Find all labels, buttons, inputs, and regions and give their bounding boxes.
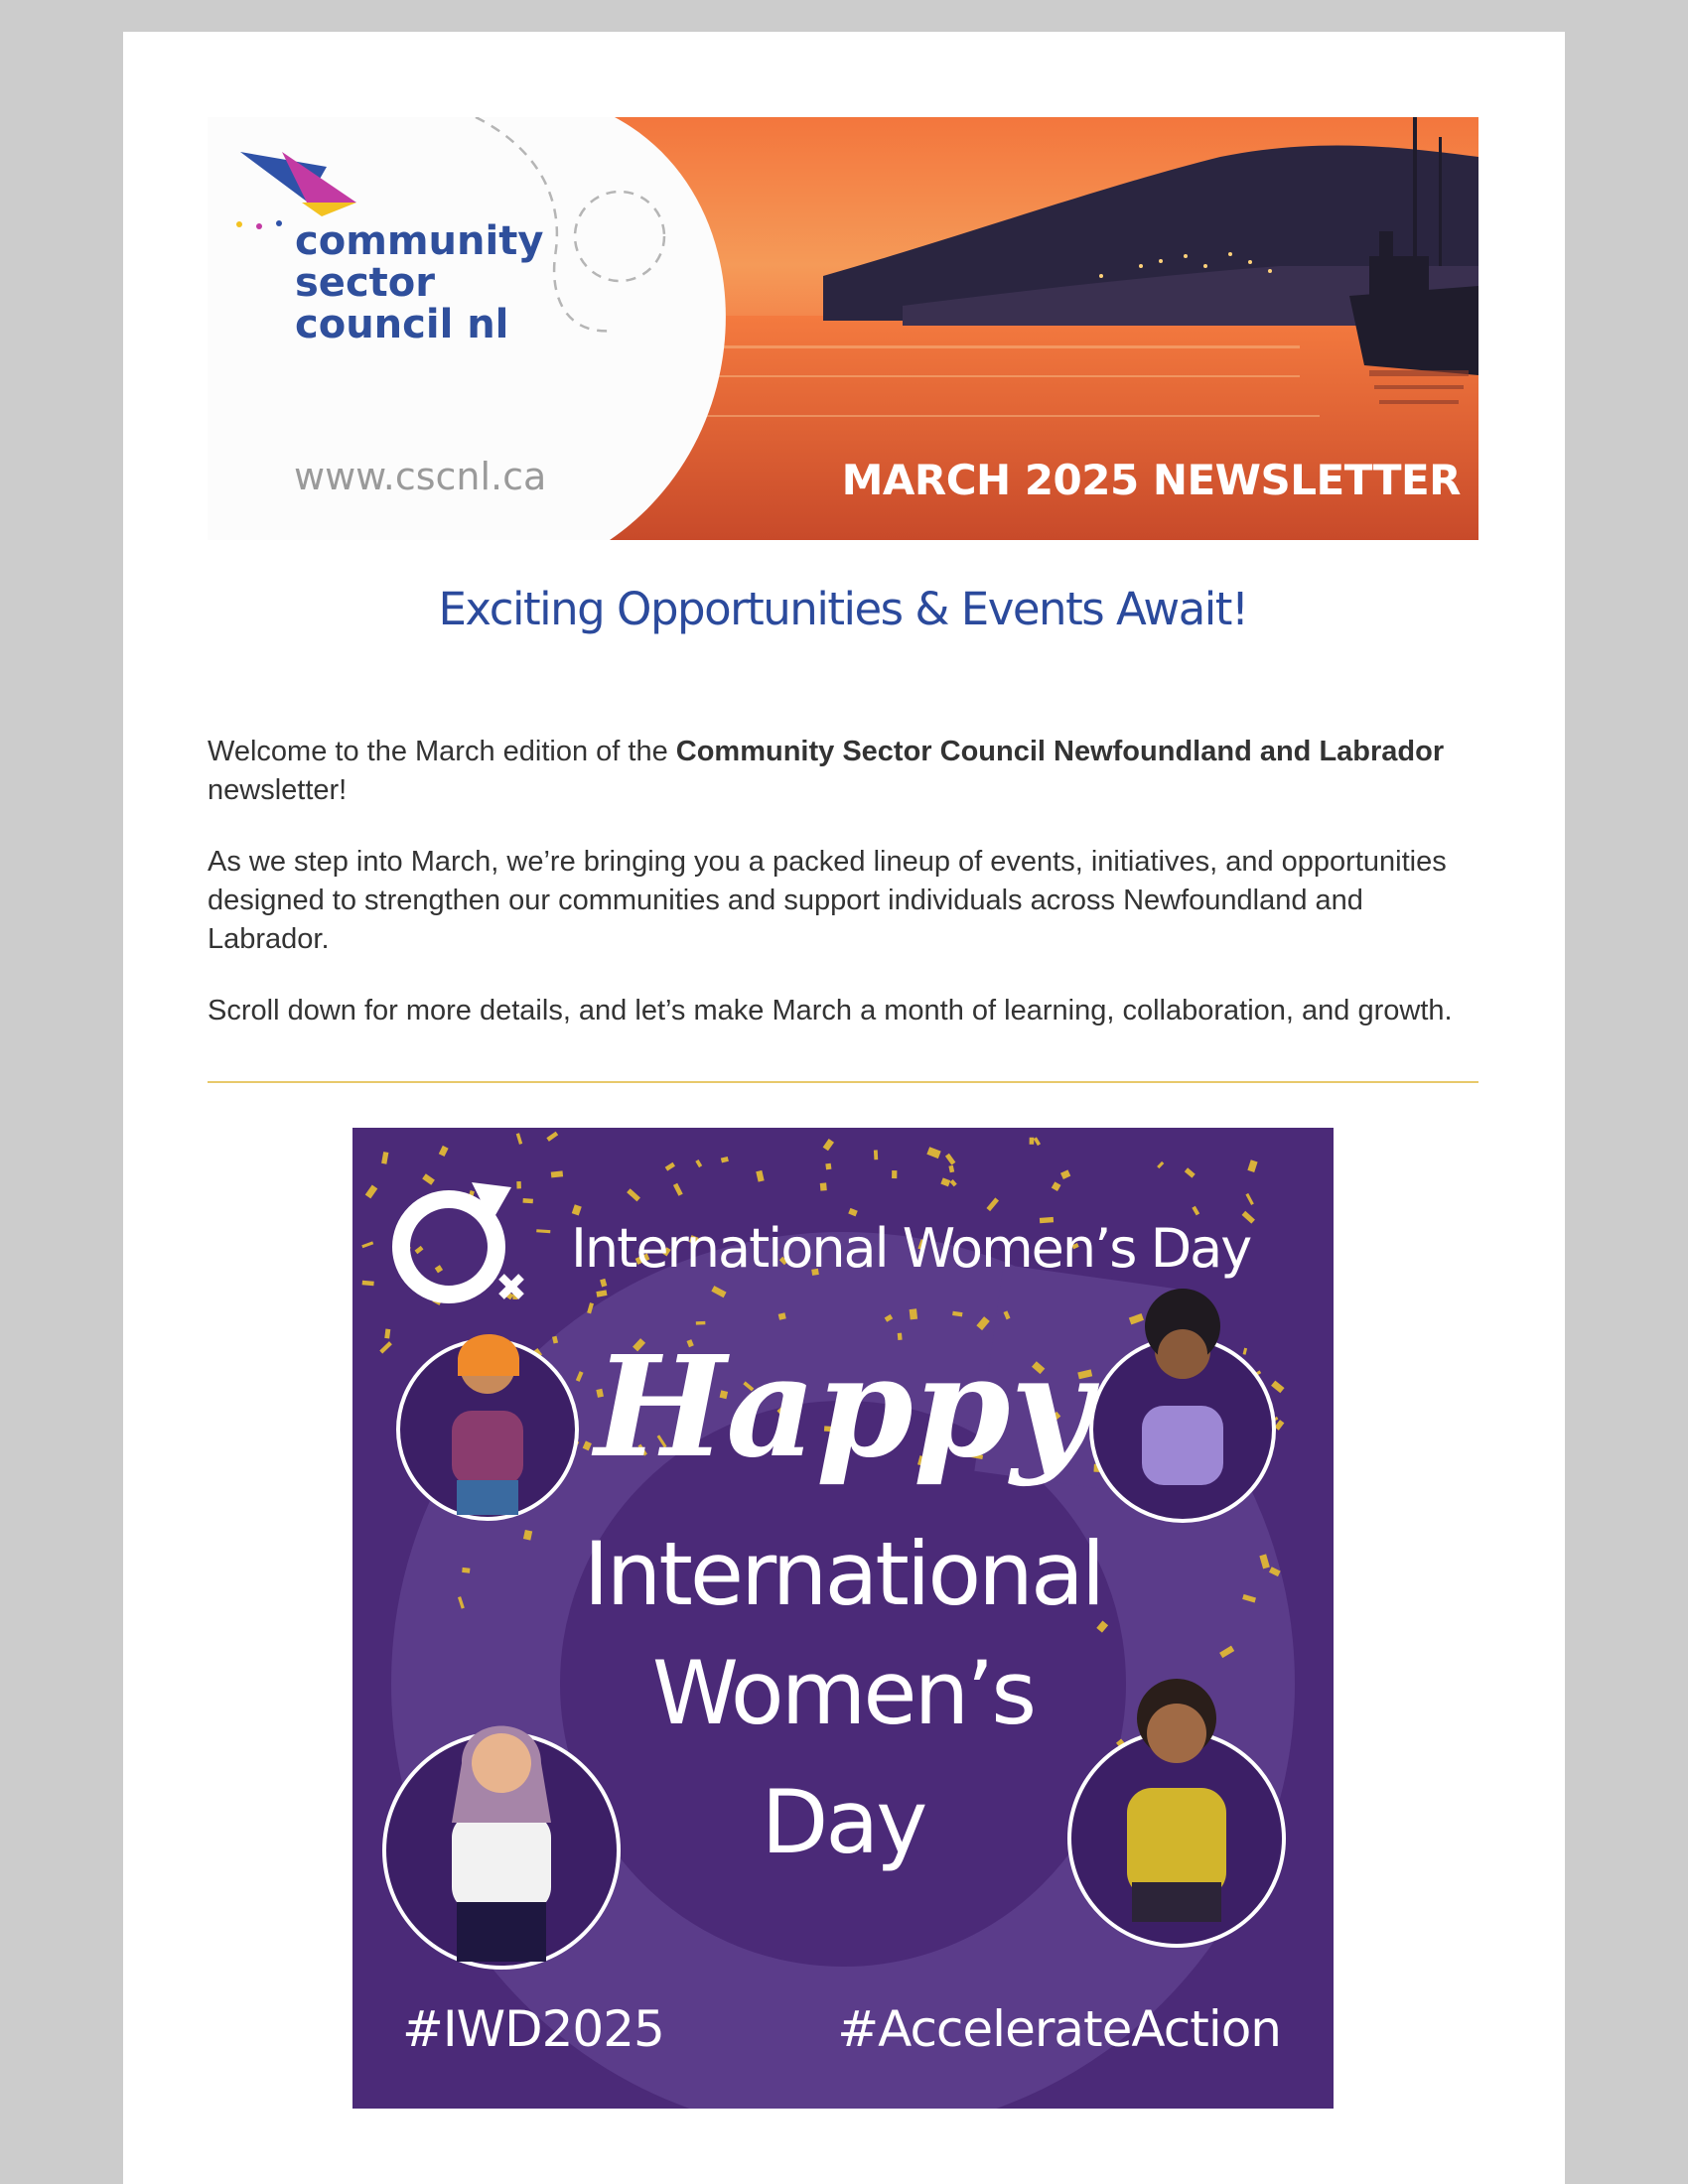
iwd-happy-text: Happy: [594, 1326, 1092, 1489]
confetti-piece: [825, 1163, 831, 1170]
iwd-line-womens: Women’s: [651, 1642, 1035, 1744]
iwd-line-day: Day: [761, 1771, 925, 1873]
section-divider: [208, 1081, 1478, 1083]
newsletter-edition: MARCH 2025 NEWSLETTER: [841, 456, 1461, 504]
iwd-poster: [352, 1128, 1334, 2109]
confetti-piece: [874, 1150, 878, 1160]
confetti-piece: [516, 1181, 521, 1188]
org-name-line3: council nl: [295, 302, 509, 347]
intro-paragraph-3: Scroll down for more details, and let’s make March a month of learning, collaboration, and growth.: [208, 995, 1453, 1026]
newsletter-page: [123, 32, 1565, 2184]
org-name-line1: community: [295, 218, 544, 264]
confetti-piece: [1030, 1138, 1035, 1145]
iwd-hashtag-left: #IWD2025: [402, 2000, 664, 2058]
page-headline: Exciting Opportunities & Events Await!: [438, 583, 1248, 635]
org-website: www.cscnl.ca: [294, 455, 547, 498]
intro-p1-lead: Welcome to the March edition of the: [208, 736, 676, 767]
iwd-hashtag-right: #AccelerateAction: [837, 2000, 1281, 2058]
confetti-piece: [892, 1170, 897, 1178]
org-name-line2: sector: [295, 260, 435, 306]
intro-org-name: Community Sector Council Newfoundland and Labrador: [675, 736, 1445, 767]
intro-paragraph-2: As we step into March, we’re bringing you a packed lineup of events, initiatives, and opportunities designed to strengthen our communities and support individuals across Newfoundland and Labrador.: [208, 846, 1447, 955]
intro-p1-tail: newsletter!: [208, 774, 348, 806]
confetti-piece: [551, 1170, 563, 1177]
iwd-top-title: International Women’s Day: [571, 1217, 1251, 1280]
intro-paragraph-1: [208, 733, 1488, 810]
confetti-piece: [696, 1321, 706, 1325]
iwd-line-international: International: [583, 1523, 1103, 1625]
confetti-piece: [820, 1182, 827, 1190]
confetti-piece: [910, 1308, 917, 1319]
confetti-piece: [462, 1568, 470, 1573]
confetti-piece: [522, 1198, 532, 1203]
newsletter-banner: [208, 117, 1478, 540]
intro-text: [208, 733, 1488, 1063]
